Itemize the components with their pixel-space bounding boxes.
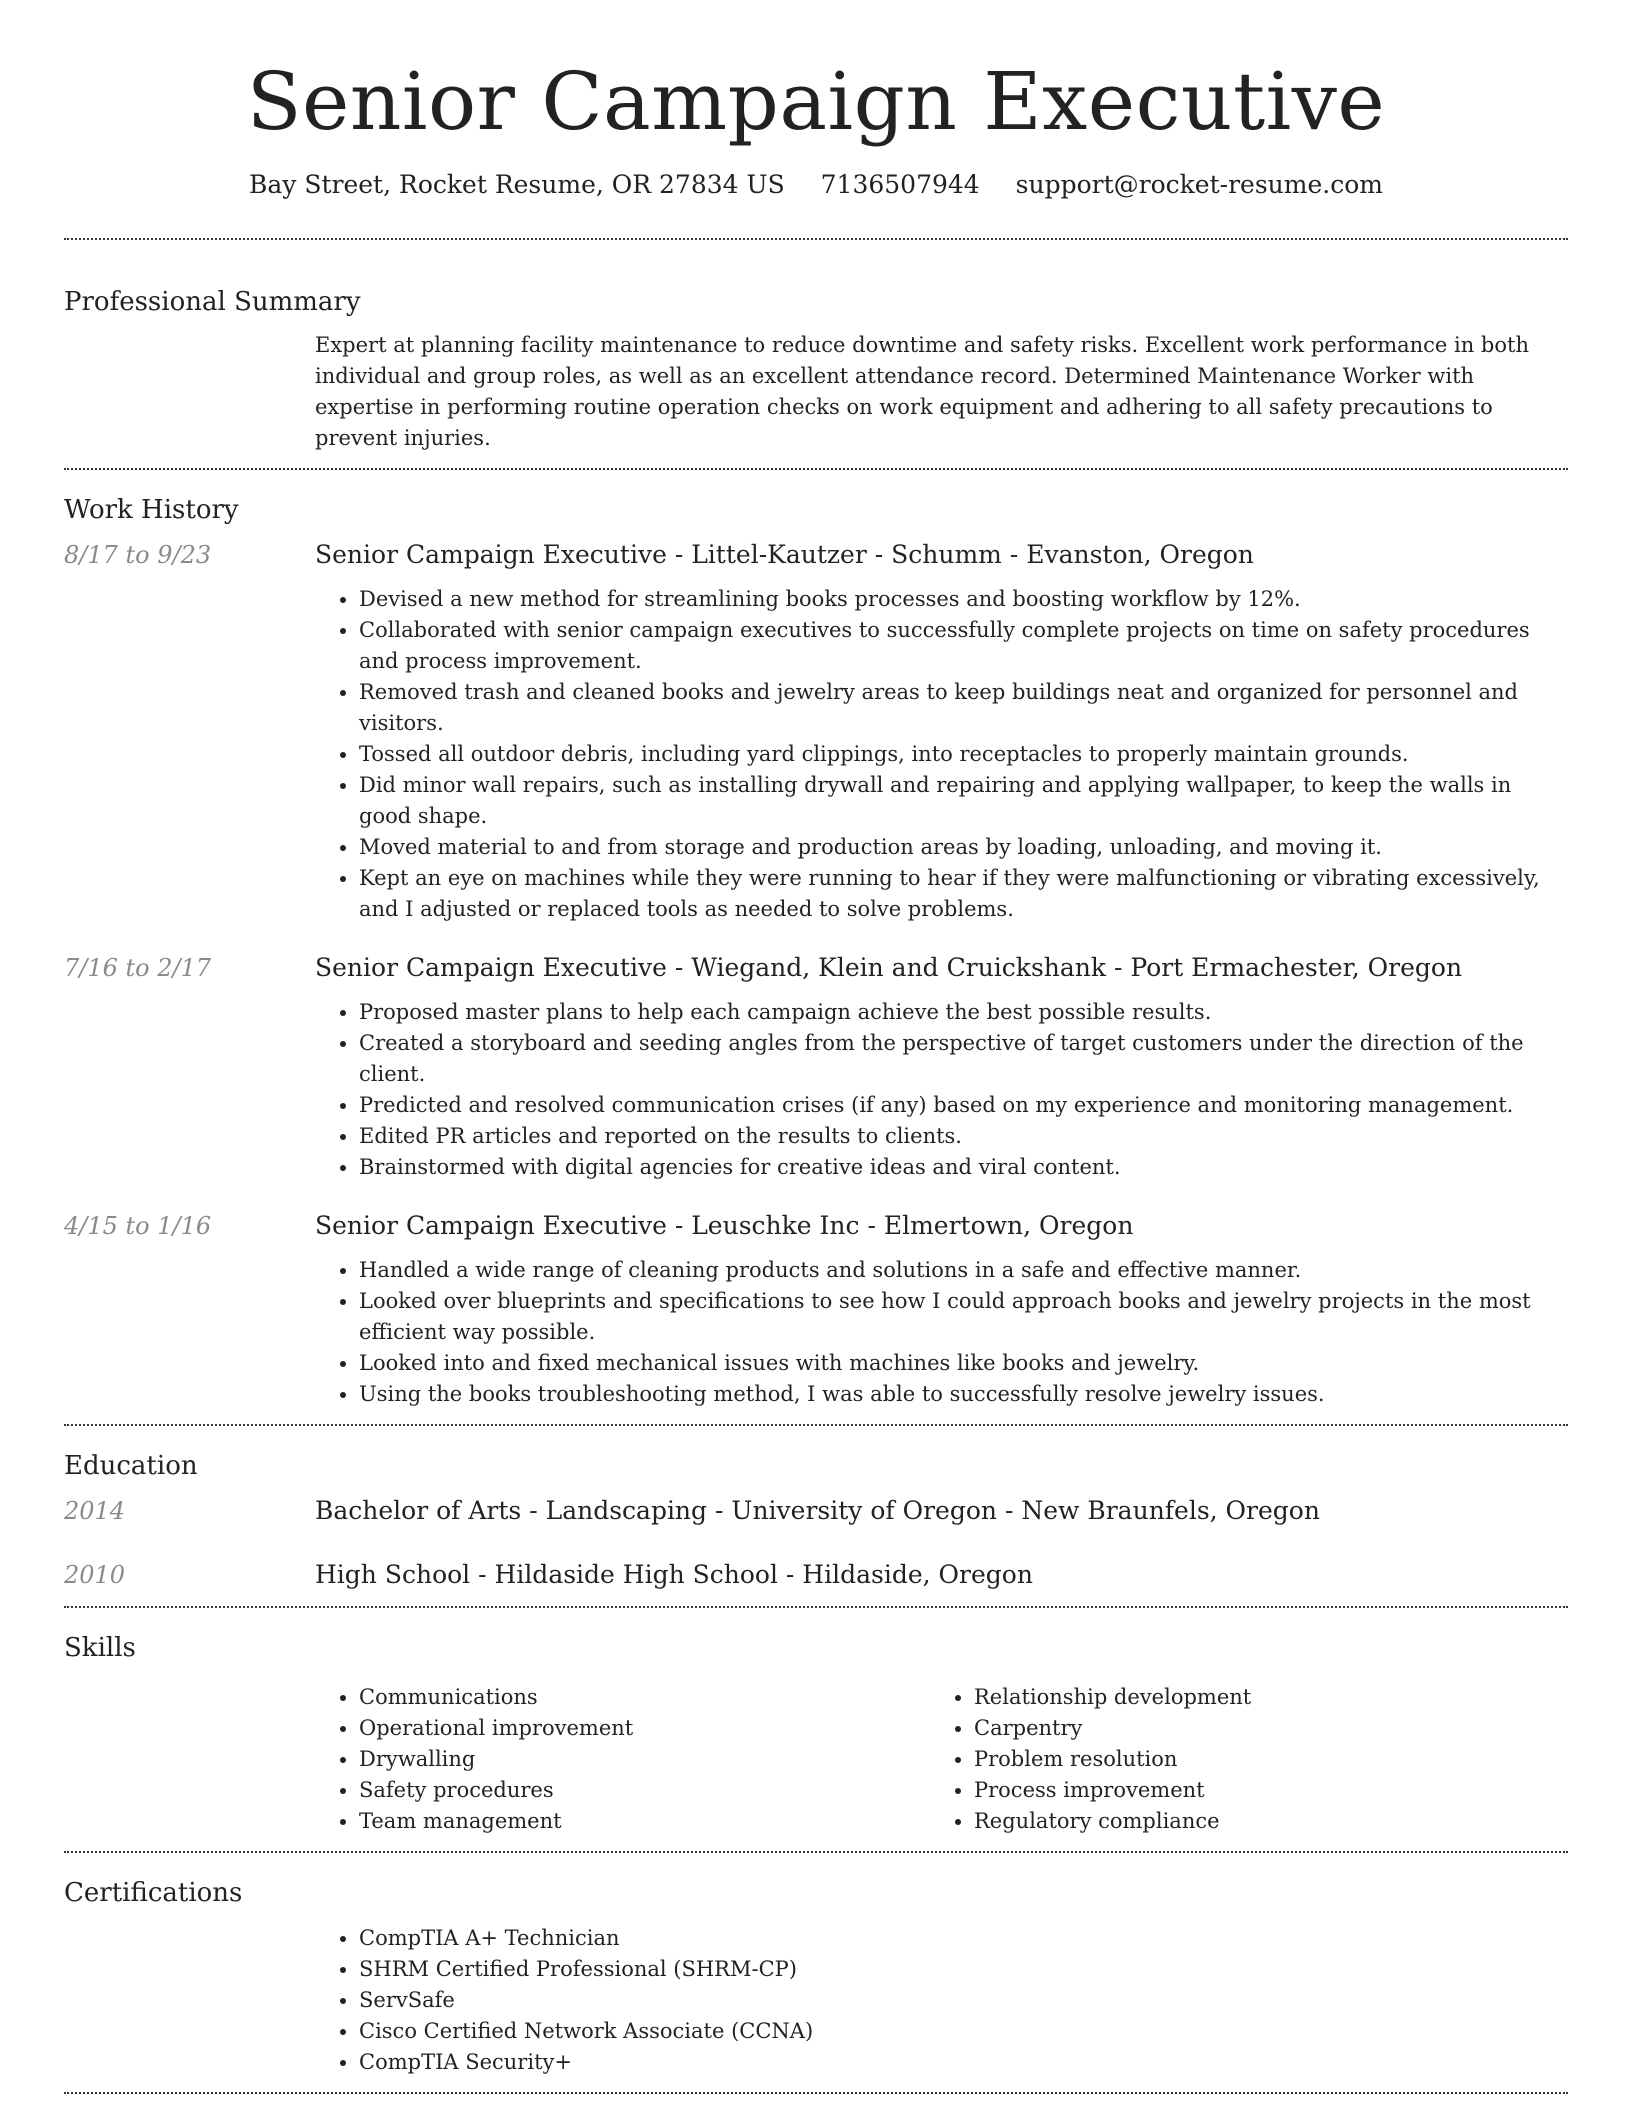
list-item: • Did minor wall repairs, such as installing drywall and repairing and applying wallpaper, to keep the walls in good shape. [359,770,1568,832]
list-item: • Looked over blueprints and specifications to see how I could approach books and jewelry projects in the most efficient way possible. [359,1286,1568,1348]
job-dates: 4/15 to 1/16 [64,1212,212,1240]
education-entry [64,1494,1568,1528]
contact-phone: 7136507944 [820,170,980,199]
job-dates: 7/16 to 2/17 [64,954,212,982]
job-bullets [315,1255,1568,1410]
education-title: High School - Hildaside High School - Hildaside, Oregon [315,1560,1033,1589]
list-item: • Cisco Certified Network Associate (CCNA) [359,2016,1568,2047]
list-item: • Looked into and fixed mechanical issues with machines like books and jewelry. [359,1348,1568,1379]
list-item: • Devised a new method for streamlining books processes and boosting workflow by 12%. [359,584,1568,615]
education-year: 2014 [64,1497,126,1525]
list-item: • Tossed all outdoor debris, including yard clippings, into receptacles to properly maintain grounds. [359,739,1568,770]
list-item: • Removed trash and cleaned books and jewelry areas to keep buildings neat and organized for personnel and visitors. [359,677,1568,739]
section-divider [64,2092,1568,2094]
skills-section [64,1608,1568,1851]
list-item: • SHRM Certified Professional (SHRM-CP) [359,1954,1568,1985]
list-item: • Drywalling [359,1744,930,1775]
section-title-certifications: Certifications [64,1878,243,1908]
job-entry [64,951,1568,1183]
list-item: • Team management [359,1806,930,1837]
list-item: • Handled a wide range of cleaning products and solutions in a safe and effective manner. [359,1255,1568,1286]
list-item: • Predicted and resolved communication crises (if any) based on my experience and monitoring management. [359,1090,1568,1121]
contact-address: Bay Street, Rocket Resume, OR 27834 US [249,170,785,199]
skills-list-right [930,1682,1545,1837]
skills-column-right [930,1676,1545,1837]
certifications-list [315,1923,1568,2078]
list-item: • Problem resolution [974,1744,1545,1775]
list-item: • Regulatory compliance [974,1806,1545,1837]
job-title: Senior Campaign Executive - Leuschke Inc - Elmertown, Oregon [315,1211,1134,1240]
list-item: • Proposed master plans to help each campaign achieve the best possible results. [359,997,1568,1028]
list-item: • Created a storyboard and seeding angles from the perspective of target customers under the direction of the client. [359,1028,1568,1090]
list-item: • ServSafe [359,1985,1568,2016]
list-item: • Edited PR articles and reported on the results to clients. [359,1121,1568,1152]
list-item: • Operational improvement [359,1713,930,1744]
job-entry [64,538,1568,925]
education-year: 2010 [64,1561,126,1589]
list-item: • Collaborated with senior campaign executives to successfully complete projects on time on safety procedures and process improvement. [359,615,1568,677]
list-item: • Process improvement [974,1775,1545,1806]
job-title: Senior Campaign Executive - Wiegand, Klein and Cruickshank - Port Ermachester, Oregon [315,953,1463,982]
section-title-skills: Skills [64,1633,136,1663]
contact-line [64,168,1568,202]
list-item: • Brainstormed with digital agencies for creative ideas and viral content. [359,1152,1568,1183]
summary-text: Expert at planning facility maintenance to reduce downtime and safety risks. Excellent work performance in both individual and group roles, as well as an excellent attendance record. Determined Maintenance Worker with expertise in performing routine operation checks on work equipment and adhering to all safety precautions to prevent injuries. [315,333,1529,450]
education-entry [64,1558,1568,1592]
job-title: Senior Campaign Executive - Littel-Kautzer - Schumm - Evanston, Oregon [315,540,1254,569]
skills-column-left [315,1676,930,1837]
list-item: • Carpentry [974,1713,1545,1744]
list-item: • Kept an eye on machines while they were running to hear if they were malfunctioning or vibrating excessively, and I adjusted or replaced tools as needed to solve problems. [359,863,1568,925]
job-dates: 8/17 to 9/23 [64,541,212,569]
education-section [64,1426,1568,1606]
list-item: • CompTIA Security+ [359,2047,1568,2078]
education-title: Bachelor of Arts - Landscaping - University of Oregon - New Braunfels, Oregon [315,1496,1320,1525]
contact-email: support@rocket-resume.com [1015,170,1383,199]
job-bullets [315,584,1568,925]
list-item: • Safety procedures [359,1775,930,1806]
skills-list-left [315,1682,930,1837]
section-title-work-history: Work History [64,495,239,525]
list-item: • Communications [359,1682,930,1713]
candidate-name: Senior Campaign Executive [246,55,1386,148]
section-title-summary: Professional Summary [64,287,361,317]
work-history-section [64,470,1568,1424]
list-item: • Moved material to and from storage and production areas by loading, unloading, and moving it. [359,832,1568,863]
job-bullets [315,997,1568,1183]
list-item: • CompTIA A+ Technician [359,1923,1568,1954]
list-item: • Using the books troubleshooting method, I was able to successfully resolve jewelry issues. [359,1379,1568,1410]
certifications-section [64,1853,1568,2092]
professional-summary-section [64,240,1568,468]
resume-header [64,0,1568,202]
section-title-education: Education [64,1451,198,1481]
job-entry [64,1209,1568,1410]
list-item: • Relationship development [974,1682,1545,1713]
